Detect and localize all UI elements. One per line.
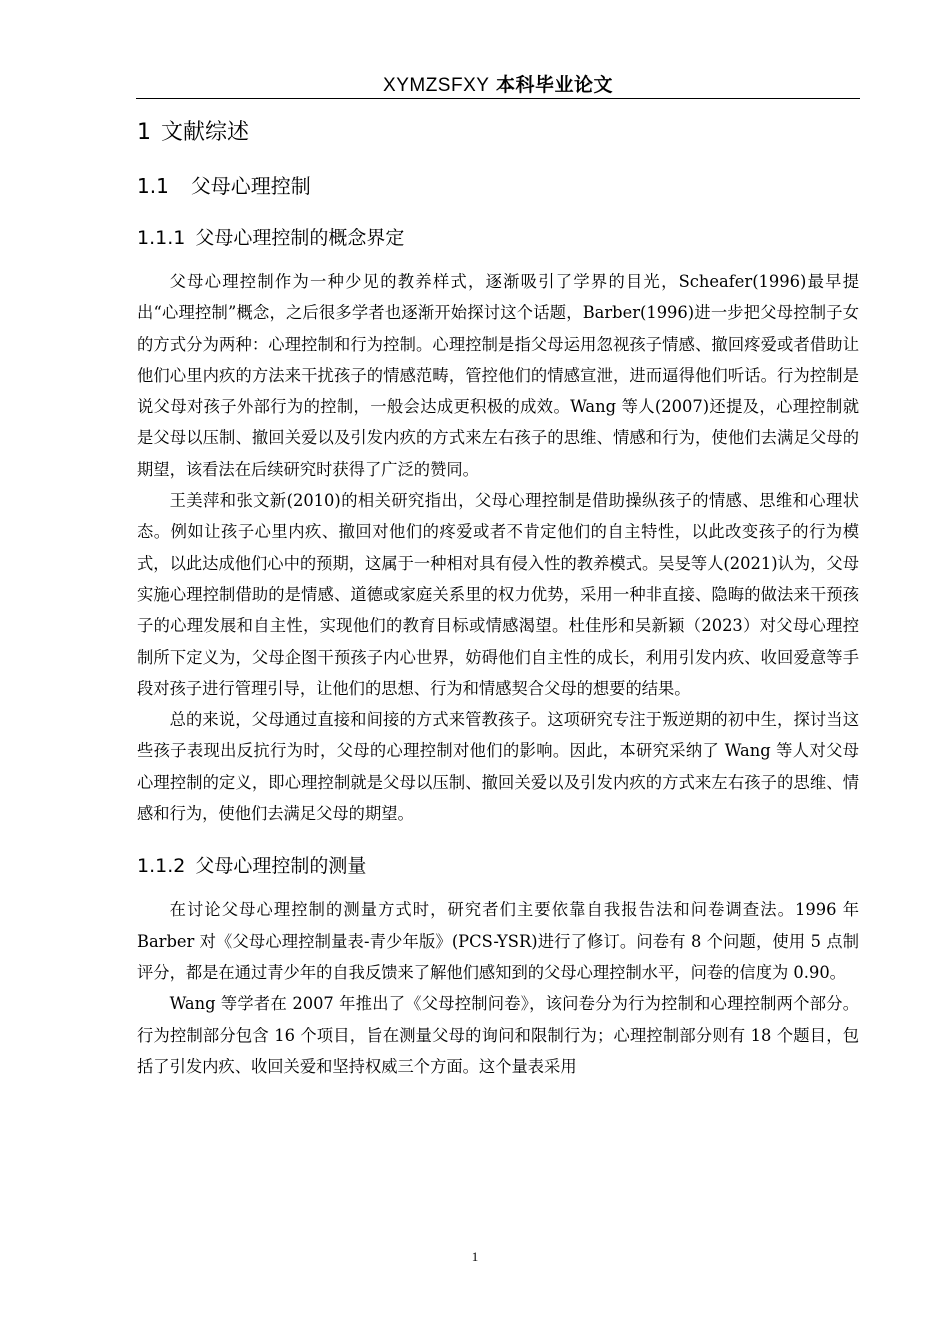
page-header	[136, 72, 860, 99]
page-number: 1	[471, 1249, 479, 1264]
body-paragraph: 父母心理控制作为一种少见的教养样式，逐渐吸引了学界的目光，Scheafer(1996)最早提出“心理控制”概念，之后很多学者也逐渐开始探讨这个话题，Barber(1996)进一步把父母控制子女的方式分为两种：心理控制和行为控制。心理控制是指父母运用忽视孩子情感、撤回疼爱或者借助让他们心里内疚的方法来干扰孩子的情感范畴，管控他们的情感宣泄，进而逼得他们听话。行为控制是说父母对孩子外部行为的控制，一般会达成更积极的成效。Wang 等人(2007)还提及，心理控制就是父母以压制、撤回关爱以及引发内疚的方式来左右孩子的思维、情感和行为，使他们去满足父母的期望，该看法在后续研究时获得了广泛的赞同。	[137, 272, 859, 479]
section-heading-1-1-1	[137, 224, 859, 252]
header-brand: XYMZSFXY	[383, 75, 490, 96]
section-title: 父母心理控制的概念界定	[195, 227, 405, 249]
section-heading-1-1-2	[137, 852, 859, 880]
section-title: 父母心理控制	[190, 174, 311, 198]
section-number: 1.1	[137, 174, 169, 198]
section-number: 1.1.2	[137, 855, 186, 878]
section-heading-1-1	[137, 171, 859, 201]
section-title: 父母心理控制的测量	[195, 855, 367, 878]
page-content	[137, 110, 859, 1082]
section-title: 文献综述	[161, 120, 250, 145]
section-number: 1.1.1	[137, 227, 186, 249]
section-number: 1	[137, 120, 151, 145]
header-rule	[136, 98, 860, 99]
body-paragraph: 在讨论父母心理控制的测量方式时，研究者们主要依靠自我报告法和问卷调查法。1996 年 Barber 对《父母心理控制量表-青少年版》(PCS-YSR)进行了修订。问卷有 8 个问题，使用 5 点制评分，都是在通过青少年的自我反馈来了解他们感知到的父母心理控制水平，问卷的信度为 0.90。	[137, 900, 859, 982]
section-heading-1	[137, 118, 859, 148]
header-title: 本科毕业论文	[495, 74, 613, 96]
body-paragraph: 总的来说，父母通过直接和间接的方式来管教孩子。这项研究专注于叛逆期的初中生，探讨当这些孩子表现出反抗行为时，父母的心理控制对他们的影响。因此，本研究采纳了 Wang 等人对父母心理控制的定义，即心理控制就是父母以压制、撤回关爱以及引发内疚的方式来左右孩子的思维、情感和行为，使他们去满足父母的期望。	[137, 710, 859, 824]
body-paragraph: Wang 等学者在 2007 年推出了《父母控制问卷》，该问卷分为行为控制和心理控制两个部分。行为控制部分包含 16 个项目，旨在测量父母的询问和限制行为；心理控制部分则有 18 个题目，包括了引发内疚、收回关爱和坚持权威三个方面。这个量表采用	[137, 994, 859, 1076]
body-paragraph: 王美萍和张文新(2010)的相关研究指出，父母心理控制是借助操纵孩子的情感、思维和心理状态。例如让孩子心里内疚、撤回对他们的疼爱或者不肯定他们的自主特性，以此改变孩子的行为模式，以此达成他们心中的预期，这属于一种相对具有侵入性的教养模式。吴旻等人(2021)认为，父母实施心理控制借助的是情感、道德或家庭关系里的权力优势，采用一种非直接、隐晦的做法来干预孩子的心理发展和自主性，实现他们的教育目标或情感渴望。杜佳彤和吴新颖（2023）对父母心理控制所下定义为，父母企图干预孩子内心世界，妨碍他们自主性的成长，利用引发内疚、收回爱意等手段对孩子进行管理引导，让他们的思想、行为和情感契合父母的想要的结果。	[137, 491, 859, 698]
